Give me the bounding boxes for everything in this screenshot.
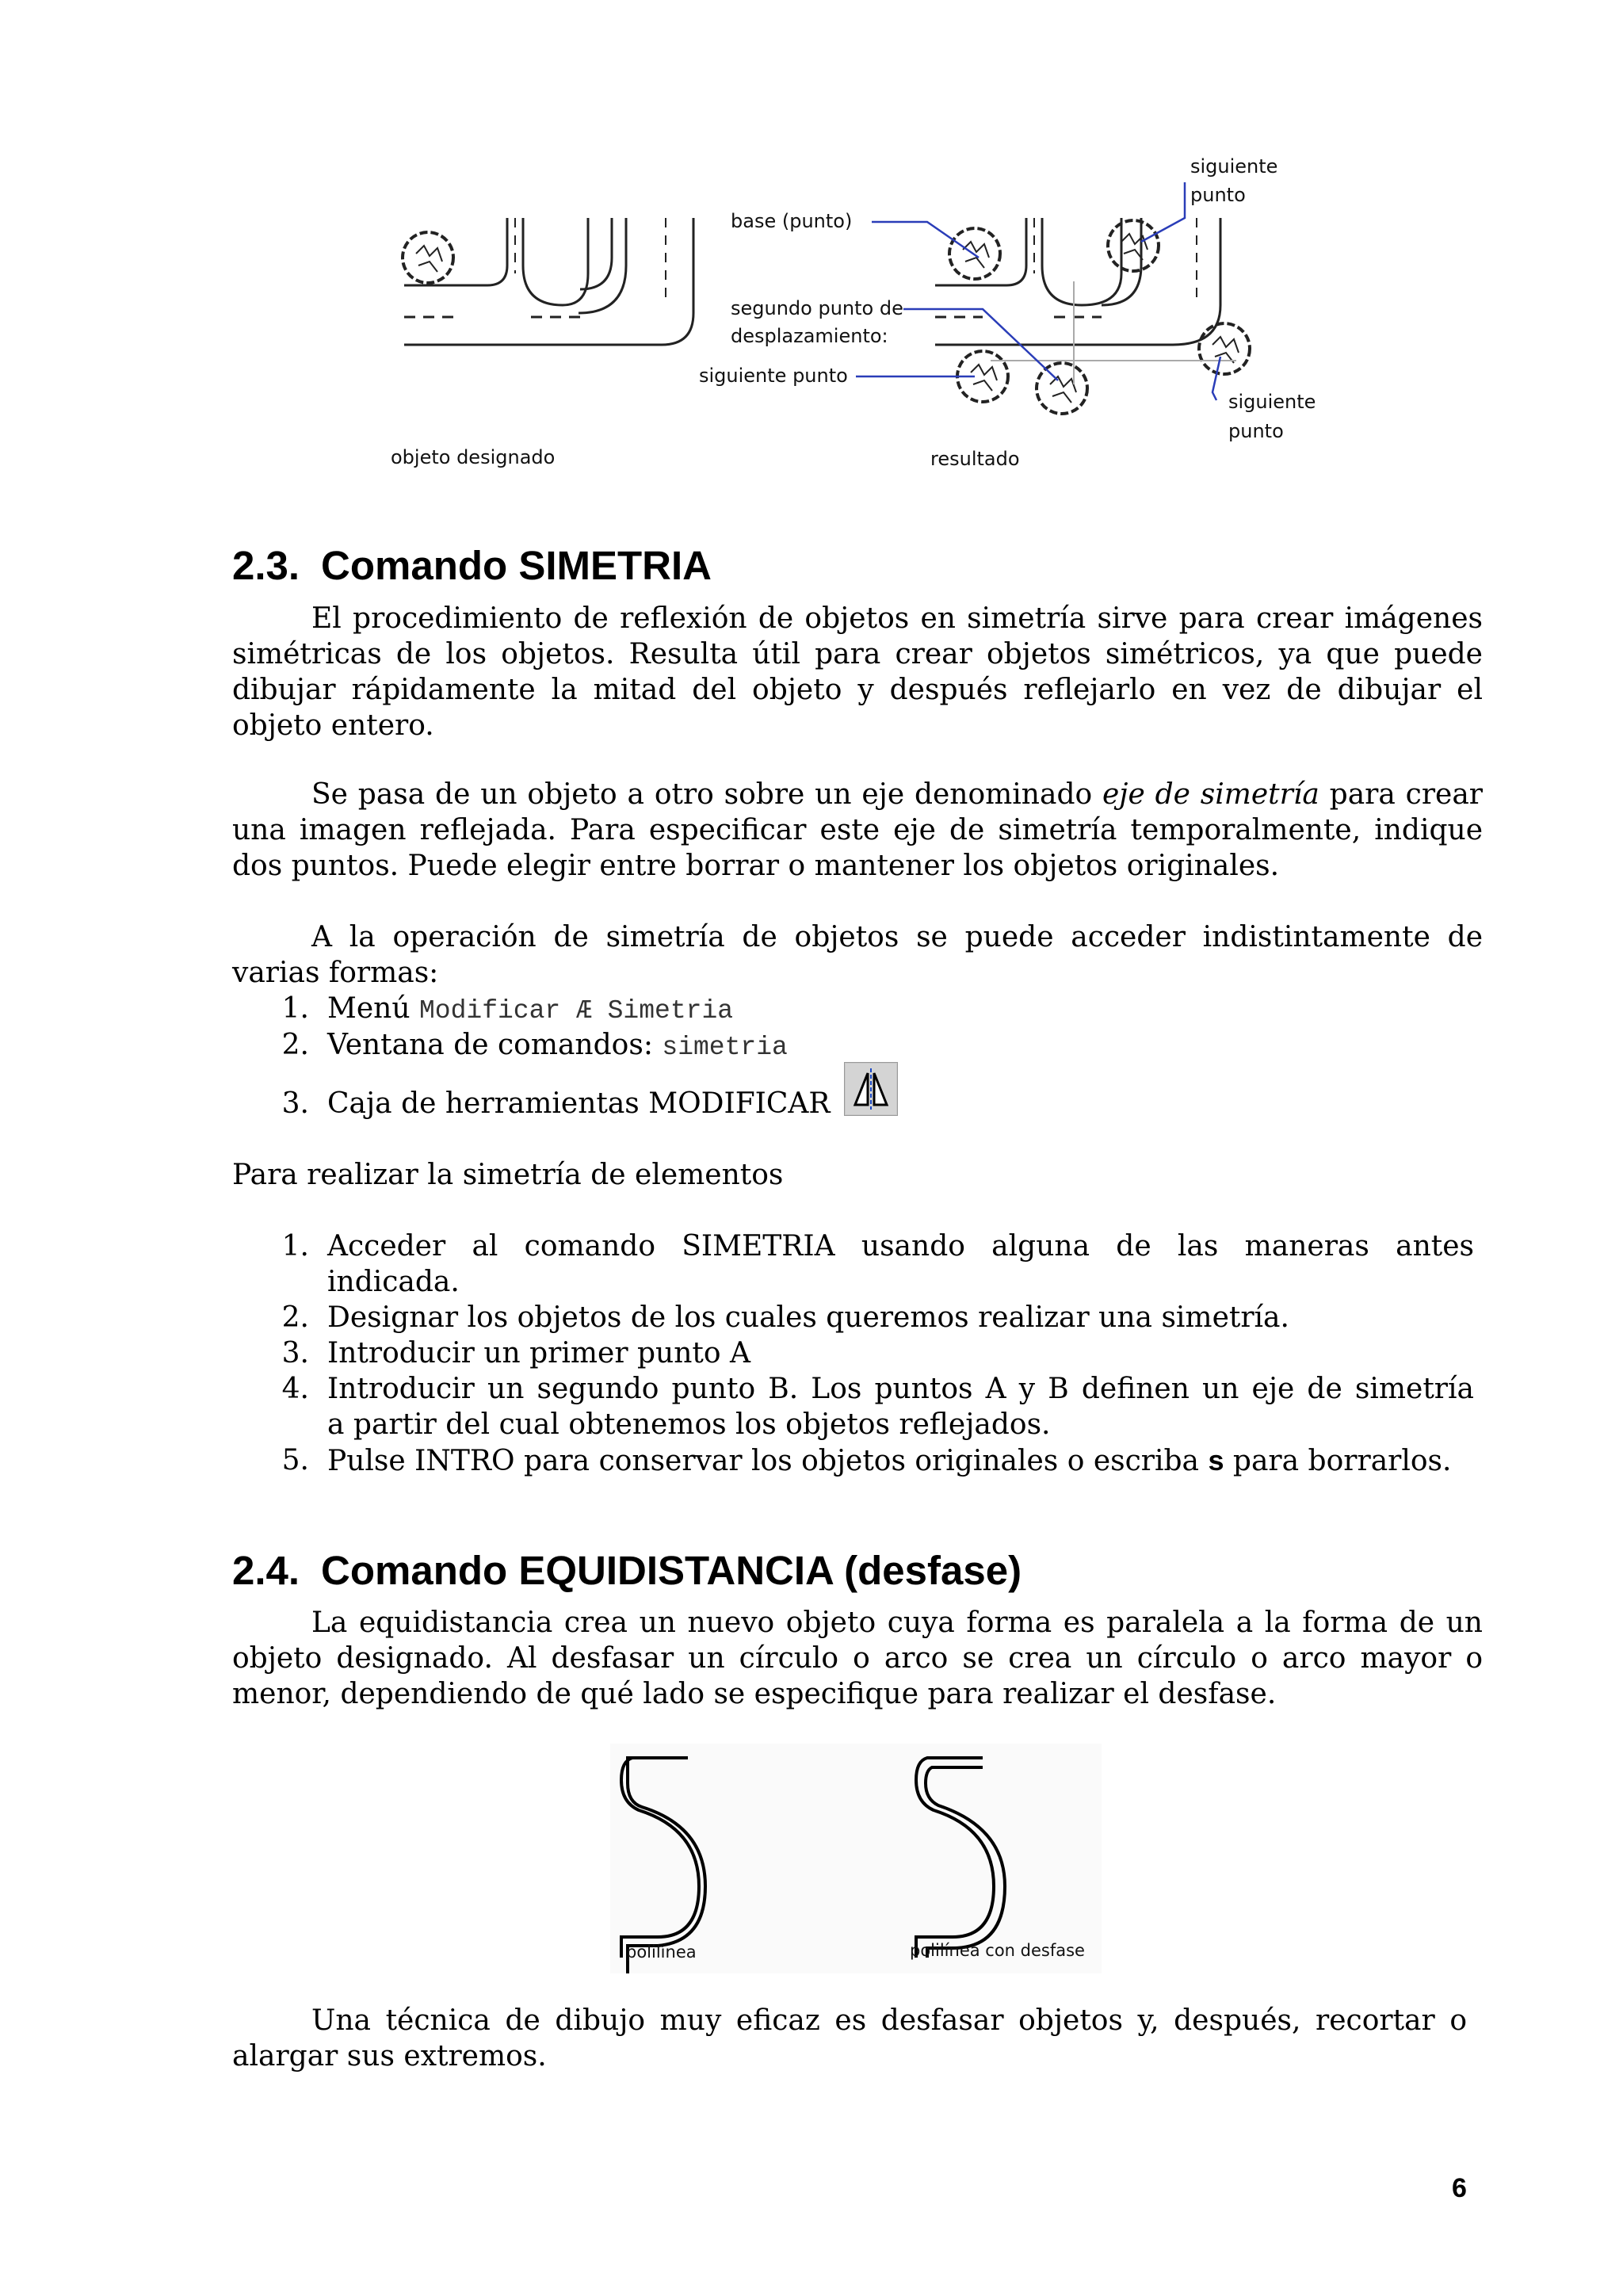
menu-path: Modificar Æ Simetria: [418, 996, 734, 1026]
paragraph-tecnica-desfase: Una técnica de dibujo muy eficaz es desfasar objetos y, después, recortar o alargar sus extremos.: [232, 2004, 1467, 2073]
tree-icon: [403, 232, 453, 283]
label-siguiente-right-2: punto: [1228, 420, 1284, 442]
label-base-punto: base (punto): [731, 210, 853, 232]
caption-objeto-designado: objeto designado: [391, 446, 556, 468]
label-siguiente-top-2: punto: [1190, 184, 1246, 206]
label-siguiente-punto-left: siguiente punto: [699, 365, 848, 387]
paragraph-realizar-simetria: Para realizar la simetría de elementos: [232, 1159, 784, 1191]
page-number: 6: [1452, 2173, 1467, 2203]
section-heading-equidistancia: [232, 1547, 1022, 1595]
key-s: s: [1208, 1444, 1224, 1477]
section-number: 2.4.: [232, 1548, 300, 1593]
paragraph-equidistancia-intro: La equidistancia crea un nuevo objeto cuya forma es paralela a la forma de un objeto designado. Al desfasar un círculo o arco se crea un círculo o arco mayor o menor, dependiendo de qué lado se especifique para realizar el desfase.: [232, 1606, 1483, 1710]
section-heading-simetria: [232, 542, 712, 590]
label-siguiente-right-1: siguiente: [1228, 391, 1316, 413]
mirror-tool-icon: [844, 1062, 898, 1116]
paragraph-eje-simetria: Se pasa de un objeto a otro sobre un eje denominado eje de simetría para crear una imagen reflejada. Para especificar este eje de simetría temporalmente, indique dos puntos. Puede elegir entre borrar o mantener los objetos originales.: [232, 778, 1484, 882]
section-number: 2.3.: [232, 543, 300, 588]
label-segundo-punto-1: segundo punto de: [731, 297, 903, 319]
section-title: Comando EQUIDISTANCIA (desfase): [321, 1548, 1022, 1593]
caption-polilinea: polilínea: [626, 1943, 697, 1962]
caption-polilinea-con-desfase: polilínea con desfase: [910, 1941, 1085, 1960]
command-name: simetria: [662, 1033, 788, 1062]
paragraph-simetria-intro: El procedimiento de reflexión de objetos en simetría sirve para crear imágenes simétricas de los objetos. Resulta útil para crear objetos simétricos, ya que puede dibujar rápidamente la mitad del objeto y después reflejarlo en vez de dibujar el objeto entero.: [232, 602, 1483, 742]
caption-resultado: resultado: [930, 448, 1020, 470]
offset-polyline-figure: [610, 1744, 1102, 1973]
label-segundo-punto-2: desplazamiento:: [731, 325, 888, 347]
section-title: Comando SIMETRIA: [321, 543, 712, 588]
term-eje-de-simetria: eje de simetría: [1102, 778, 1319, 811]
paragraph-acceso: A la operación de simetría de objetos se puede acceder indistintamente de varias formas:: [232, 921, 1483, 989]
label-siguiente-top-1: siguiente: [1190, 155, 1278, 178]
